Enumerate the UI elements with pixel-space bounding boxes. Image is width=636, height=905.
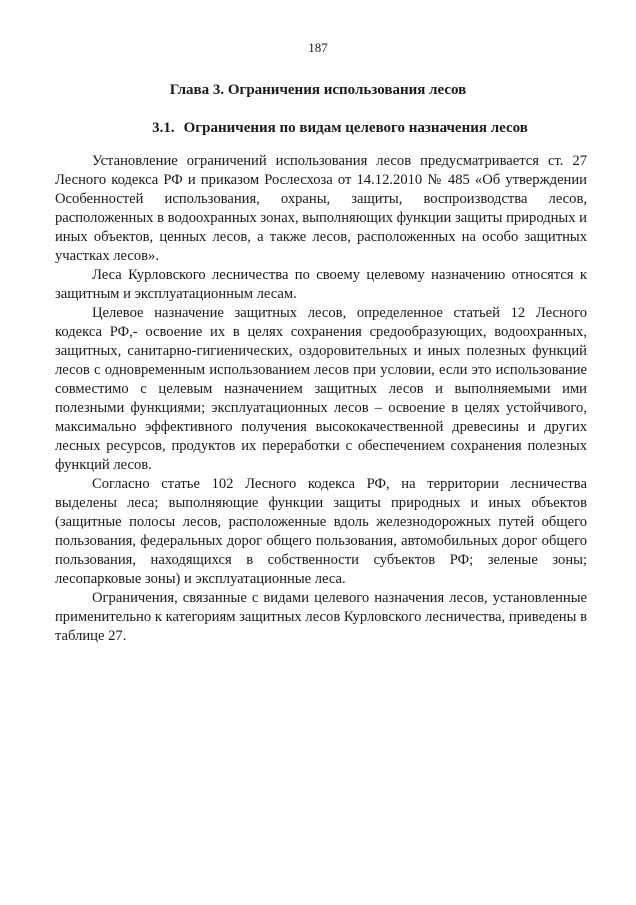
section-number: 3.1. (152, 120, 175, 136)
body-text (55, 152, 587, 646)
chapter-title: Глава 3. Ограничения использования лесов (169, 82, 467, 98)
section-title: Ограничения по видам целевого назначения лесов (183, 120, 528, 136)
section-heading (90, 120, 590, 137)
paragraph-table-reference: Ограничения, связанные с видами целевого назначения лесов, установленные применительно к категориям защитных лесов Курловского лесничества, приведены в таблице 27. (55, 590, 587, 644)
paragraph-article-102: Согласно статье 102 Лесного кодекса РФ, на территории лесничества выделены леса; выполняющие функции защиты природных и иных объектов (защитные полосы лесов, расположенные вдоль железнодорожных путей общего пользования, федеральных дорог общего пользования, автомобильных дорог общего пользования, находящихся в собственности субъектов РФ; зеленые зоны; лесопарковые зоны) и эксплуатационные леса. (55, 476, 587, 587)
paragraph-forest-categories: Леса Курловского лесничества по своему целевому назначению относятся к защитным и эксплуатационным лесам. (55, 267, 587, 302)
paragraph-purpose: Целевое назначение защитных лесов, определенное статьей 12 Лесного кодекса РФ,- освоение их в целях сохранения средообразующих, водоохранных, защитных, санитарно-гигиенических, оздоровительных и иных полезных функций лесов с одновременным использованием лесов при условии, если это использование совместимо с целевым назначением защитных лесов и выполняемыми ими полезными функциями; эксплуатационных лесов – освоение в целях устойчивого, максимально эффективного получения высококачественной древесины и других лесных ресурсов, продуктов их переработки с обеспечением сохранения полезных функций лесов. (55, 305, 587, 473)
page-number: 187 (308, 40, 328, 55)
paragraph-restrictions-basis: Установление ограничений использования лесов предусматривается ст. 27 Лесного кодекса РФ и приказом Рослесхоза от 14.12.2010 № 485 «Об утверждении Особенностей использования, охраны, защиты, воспроизводства лесов, расположенных в водоохранных зонах, выполняющих функции защиты природных и иных объектов, ценных лесов, а также лесов, расположенных на особо защитных участках лесов». (55, 153, 587, 264)
